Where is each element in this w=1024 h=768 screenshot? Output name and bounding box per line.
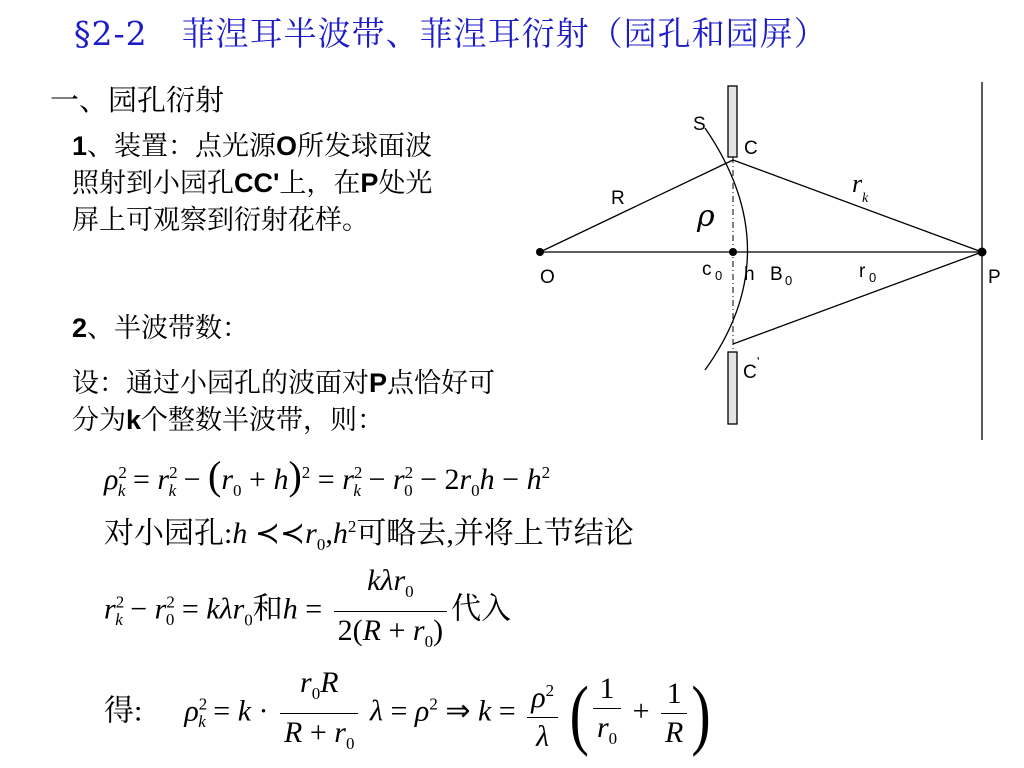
- label-Cprime-mark: ': [757, 354, 760, 369]
- label-rk: r: [852, 169, 863, 198]
- wavefront-arc: [705, 128, 748, 370]
- equation-4: 得: $\rho^2_k = k$ · $\frac{r_0R}{R + r_0}$ $\lambda = \rho^2$ ⇒ k = $\frac{\rho^2}{\lambda}$ ( $\frac{1}{r_0}$ + $\frac{1}{R}$ ): [104, 664, 711, 763]
- point-O-dot: [536, 248, 544, 256]
- item1-line2-a: 照射到小园孔: [72, 168, 234, 199]
- setup-k: k: [126, 405, 142, 435]
- eq3-text-and: 和: [252, 592, 283, 626]
- item2-text: 、半波带数：: [87, 313, 250, 344]
- eq4-fraction-3: $\frac{1}{r_0}$: [593, 670, 621, 758]
- point-P: P: [360, 168, 379, 198]
- label-S: S: [693, 114, 706, 135]
- lower-aperture-plate: [728, 352, 737, 424]
- equation-1: $\rho^2_k = r^2_k - (r_0 + h)^2 = r^2_k - r^2_0 - 2r_0h - h^2$: [104, 453, 551, 500]
- setup-text-a: 设：通过小园孔的波面对: [72, 368, 369, 399]
- item1-number: 1: [72, 131, 88, 161]
- page-title: §2-2 菲涅耳半波带、菲涅耳衍射（园孔和园屏）: [74, 14, 828, 53]
- label-C: C: [744, 138, 758, 159]
- label-P: P: [988, 267, 1001, 288]
- label-R: R: [611, 188, 625, 209]
- label-h: h: [744, 264, 755, 285]
- label-c0: c: [702, 259, 712, 280]
- item1-line2-e: 处光: [378, 168, 433, 199]
- eq3-text-substitute: 代入: [451, 592, 512, 626]
- eq3-fraction: $\frac{k\lambda r_0}{2(R + r_0)}$: [334, 562, 447, 661]
- eq2-text-omit: 可略去: [356, 517, 447, 550]
- setup-point-P: P: [369, 368, 388, 398]
- item2-number: 2: [72, 313, 88, 343]
- label-B0-sub: 0: [785, 273, 793, 288]
- setup-line2-c: 个整数半波带，则：: [141, 405, 385, 436]
- equation-3: $r^2_k - r^2_0 = k\lambda r_0$和h = $\frac{k\lambda r_0}{2(R + r_0)}$ 代入: [104, 562, 511, 661]
- label-c0-sub: 0: [715, 268, 723, 283]
- section-heading: 一、园孔衍射: [50, 83, 225, 117]
- setup-text-c: 点恰好可: [387, 368, 496, 399]
- item1-line2-c: 上，在: [279, 168, 361, 199]
- eq4-label: 得: [104, 694, 134, 728]
- eq2-text-small-aperture: 对小园孔: [104, 517, 224, 550]
- eq4-fraction-2: $\frac{\rho^2}{\lambda}$: [527, 672, 558, 756]
- label-O: O: [540, 267, 555, 288]
- label-r0: r: [859, 261, 866, 282]
- label-r0-sub: 0: [869, 270, 877, 285]
- setup-line2-a: 分为: [72, 405, 126, 436]
- label-rho: ρ: [697, 199, 715, 234]
- equation-2: 对小园孔:h $≺≺r_0,h^2$可略去,并将上节结论: [104, 517, 634, 554]
- upper-aperture-plate: [728, 86, 737, 157]
- eq2-text-conclusion: 并将上节结论: [453, 517, 634, 550]
- item1-text-c: 所发球面波: [297, 131, 433, 162]
- label-B0: B: [770, 264, 783, 285]
- eq4-fraction-1: $\frac{r_0R}{R + r_0}$: [280, 664, 358, 763]
- label-Cprime: C: [743, 362, 757, 383]
- aperture-CC: CC': [234, 168, 280, 198]
- label-rk-sub: k: [862, 191, 869, 206]
- point-c0-dot: [729, 248, 737, 256]
- point-P-dot: [978, 248, 987, 257]
- eq4-fraction-4: $\frac{1}{R}$: [661, 675, 687, 752]
- item1-text-a: 、装置：点光源: [87, 131, 277, 162]
- item1-line3: 屏上可观察到衍射花样。: [72, 205, 369, 236]
- point-source-O: O: [276, 131, 298, 161]
